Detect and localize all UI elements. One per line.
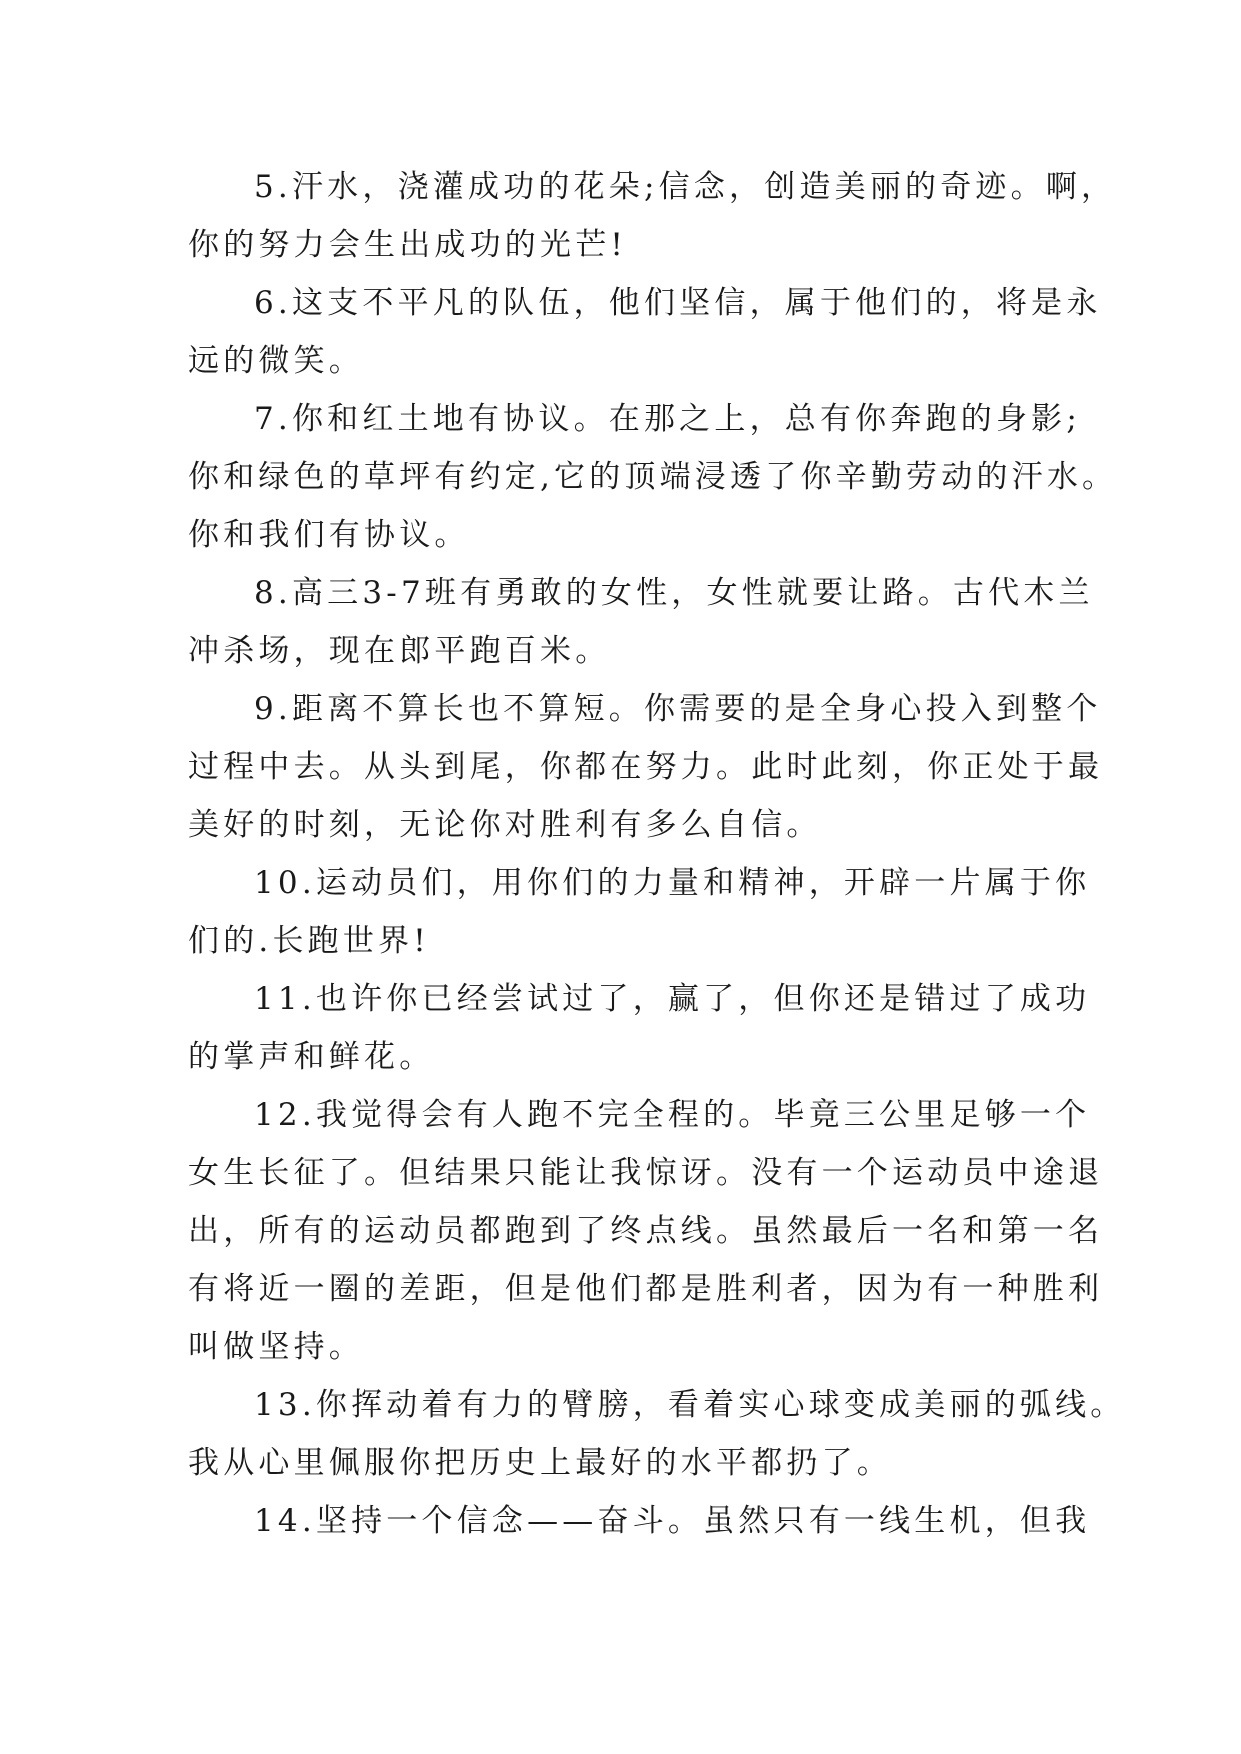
text-line: 6.这支不平凡的队伍，他们坚信，属于他们的，将是永 — [254, 285, 1102, 321]
text-line: 8.高三3-7班有勇敢的女性，女性就要让路。古代木兰 — [254, 575, 1094, 611]
text-line: 9.距离不算长也不算短。你需要的是全身心投入到整个 — [254, 691, 1102, 727]
text-line: 10.运动员们，用你们的力量和精神，开辟一片属于你 — [254, 865, 1091, 901]
text-line: 过程中去。从头到尾，你都在努力。此时此刻，你正处于最 — [188, 749, 1104, 785]
text-line: 14.坚持一个信念——奋斗。虽然只有一线生机，但我 — [254, 1503, 1091, 1539]
text-line: 我从心里佩服你把历史上最好的水平都扔了。 — [188, 1445, 892, 1481]
text-line: 12.我觉得会有人跑不完全程的。毕竟三公里足够一个 — [254, 1097, 1091, 1133]
text-line: 出，所有的运动员都跑到了终点线。虽然最后一名和第一名 — [188, 1213, 1104, 1249]
text-line: 13.你挥动着有力的臂膀，看着实心球变成美丽的弧线。 — [254, 1387, 1126, 1423]
text-line: 叫做坚持。 — [188, 1329, 364, 1365]
text-line: 们的.长跑世界! — [188, 923, 430, 959]
text-line: 7.你和红土地有协议。在那之上，总有你奔跑的身影; — [254, 401, 1082, 437]
text-line: 美好的时刻，无论你对胜利有多么自信。 — [188, 807, 822, 843]
text-line: 11.也许你已经尝试过了，赢了，但你还是错过了成功 — [254, 981, 1091, 1017]
text-line: 远的微笑。 — [188, 343, 364, 379]
text-line: 的掌声和鲜花。 — [188, 1039, 435, 1075]
document-body — [188, 158, 1126, 1550]
text-line: 冲杀场，现在郎平跑百米。 — [188, 633, 611, 669]
text-line: 你和我们有协议。 — [188, 517, 470, 553]
text-line: 你和绿色的草坪有约定,它的顶端浸透了你辛勤劳动的汗水。 — [188, 459, 1118, 495]
text-line: 有将近一圈的差距，但是他们都是胜利者，因为有一种胜利 — [188, 1271, 1104, 1307]
text-line: 女生长征了。但结果只能让我惊讶。没有一个运动员中途退 — [188, 1155, 1104, 1191]
text-line: 5.汗水，浇灌成功的花朵;信念，创造美丽的奇迹。啊， — [254, 169, 1117, 205]
text-line: 你的努力会生出成功的光芒! — [188, 227, 628, 263]
